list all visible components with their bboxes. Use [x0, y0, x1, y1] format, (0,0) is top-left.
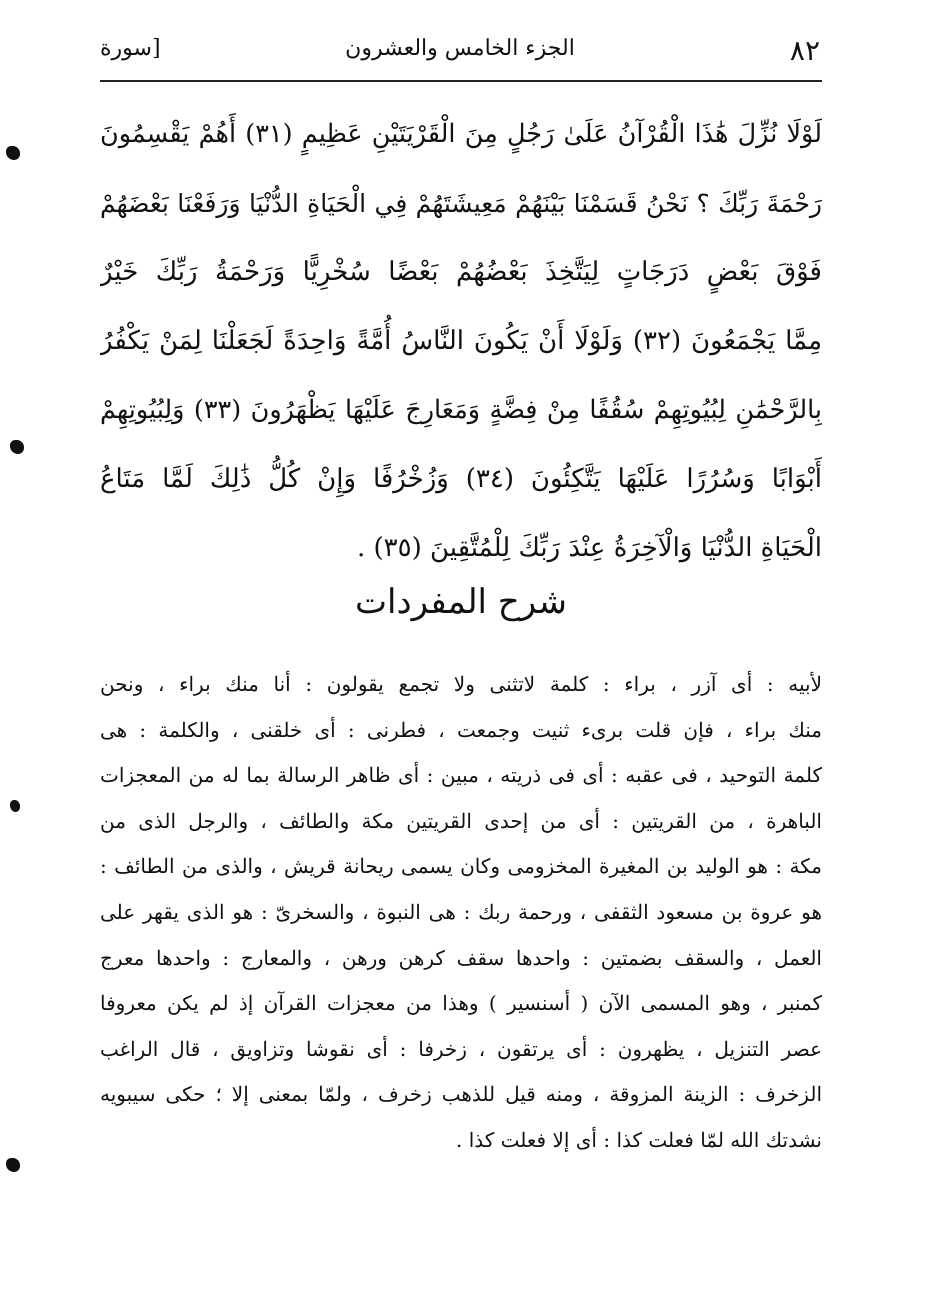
verse-line: فَوْقَ بَعْضٍ دَرَجَاتٍ لِيَتَّخِذَ بَعْضُهُمْ بَعْضًا سُخْرِيًّا وَرَحْمَةُ رَبِّكَ خَيْرٌ: [100, 257, 822, 287]
running-title: الجزء الخامس والعشرون: [345, 36, 575, 61]
verse-block: [100, 100, 822, 583]
commentary-line: الزخرف : الزينة المزوقة ، ومنه قيل للذهب زخرف ، ولمّا بمعنى إلا ؛ حكى سيبويه: [100, 1082, 822, 1107]
surah-label: [سورة: [100, 36, 161, 61]
commentary-line: هو عروة بن مسعود الثقفى ، ورحمة ربك : هى النبوة ، والسخرىّ : هو الذى يقهر على: [100, 899, 822, 924]
verse-line: بِالرَّحْمَٰنِ لِبُيُوتِهِمْ سُقُفًا مِنْ فِضَّةٍ وَمَعَارِجَ عَلَيْهَا يَظْهَرُونَ (٣٣) وَلِبُيُوتِهِمْ: [100, 395, 822, 425]
verse-line: الْحَيَاةِ الدُّنْيَا وَالْآخِرَةُ عِنْدَ رَبِّكَ لِلْمُتَّقِينَ (٣٥) .: [356, 533, 822, 563]
commentary-line: مكة : هو الوليد بن المغيرة المخزومى وكان يسمى ريحانة قريش ، والذى من الطائف :: [100, 854, 822, 879]
verse-line: أَبْوَابًا وَسُرُرًا عَلَيْهَا يَتَّكِئُونَ (٣٤) وَزُخْرُفًا وَإِنْ كُلُّ ذَٰلِكَ لَمَّا مَتَاعُ: [100, 464, 822, 494]
verse-line: مِمَّا يَجْمَعُونَ (٣٢) وَلَوْلَا أَنْ يَكُونَ النَّاسُ أُمَّةً وَاحِدَةً لَجَعَلْنَا لِمَنْ يَكْفُرُ: [100, 326, 822, 356]
page-number: ٨٢: [789, 34, 820, 67]
commentary-block: [100, 662, 822, 1164]
page-header: [100, 30, 820, 78]
verse-line: لَوْلَا نُزِّلَ هَٰذَا الْقُرْآنُ عَلَىٰ رَجُلٍ مِنَ الْقَرْيَتَيْنِ عَظِيمٍ (٣١) أَهُمْ يَقْسِمُونَ: [100, 119, 822, 149]
commentary-line: كلمة التوحيد ، فى عقبه : أى فى ذريته ، مبين : أى ظاهر الرسالة بما له من المعجزات: [100, 763, 822, 788]
scan-speck: [10, 800, 20, 812]
commentary-line: العمل ، والسقف بضمتين : واحدها سقف كرهن ورهن ، والمعارج : واحدها معرج: [100, 945, 822, 970]
verse-line: رَحْمَةَ رَبِّكَ ؟ نَحْنُ قَسَمْنَا بَيْنَهُمْ مَعِيشَتَهُمْ فِي الْحَيَاةِ الدُّنْيَا وَرَفَعْنَا بَعْضَهُمْ: [100, 189, 822, 218]
commentary-line: كمنبر ، وهو المسمى الآن ( أسنسير ) وهذا من معجزات القرآن إذ لم يكن معروفا: [100, 991, 822, 1016]
header-divider: [100, 80, 822, 82]
scan-speck: [6, 146, 20, 160]
scan-speck: [10, 440, 24, 454]
commentary-line: نشدتك الله لمّا فعلت كذا : أى إلا فعلت كذا .: [455, 1127, 822, 1152]
commentary-line: عصر التنزيل ، يظهرون : أى يرتقون ، زخرفا : أى نقوشا وتزاويق ، قال الراغب: [100, 1036, 822, 1061]
commentary-line: منك براء ، فإن قلت برىء ثنيت وجمعت ، فطرنى : أى خلقنى ، والكلمة : هى: [100, 717, 822, 742]
commentary-line: لأبيه : أى آزر ، براء : كلمة لاتثنى ولا تجمع يقولون : أنا منك براء ، ونحن: [100, 672, 822, 696]
scan-speck: [6, 1158, 20, 1172]
section-heading: شرح المفردات: [354, 582, 568, 622]
commentary-line: الباهرة ، من القريتين : أى من إحدى القريتين مكة والطائف ، والرجل الذى من: [100, 808, 822, 833]
